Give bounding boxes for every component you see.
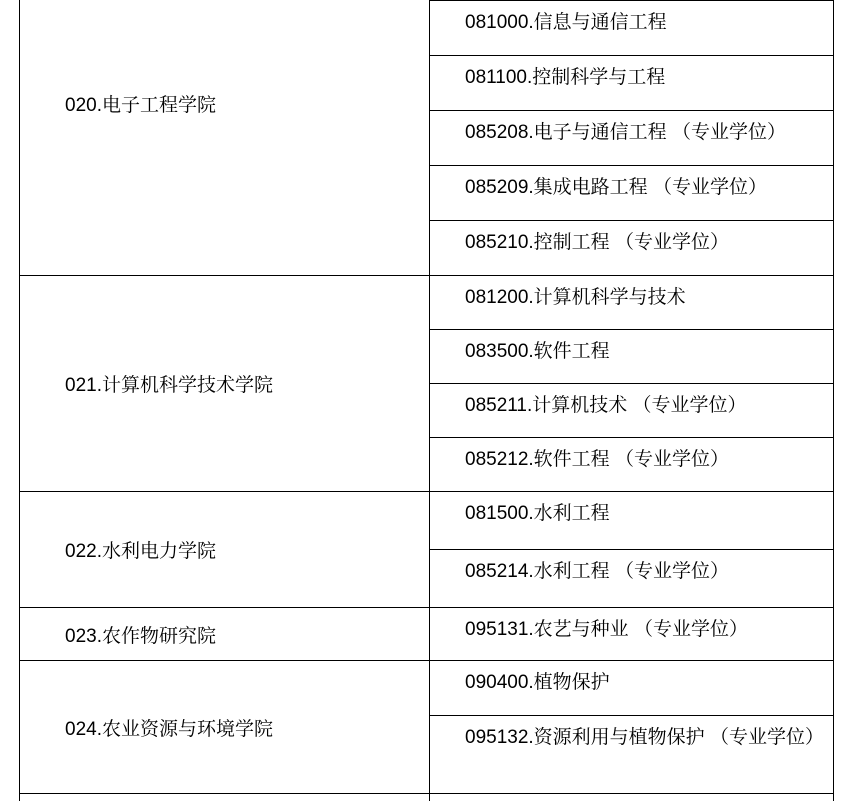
partial-row-bottom [20, 794, 833, 801]
program-name: 085212.软件工程 （专业学位） [465, 449, 729, 470]
program-cell [430, 56, 833, 111]
program-cell [430, 384, 833, 438]
college-cell [20, 608, 430, 660]
program-name: 085214.水利工程 （专业学位） [465, 561, 729, 582]
college-group-022 [20, 492, 833, 608]
program-name: 085211.计算机技术 （专业学位） [465, 395, 747, 416]
college-name: 024.农业资源与环境学院 [65, 718, 273, 740]
program-name: 083500.软件工程 [465, 341, 610, 362]
program-list [430, 661, 833, 793]
program-name: 085210.控制工程 （专业学位） [465, 232, 729, 253]
college-cell [20, 661, 430, 793]
college-program-table [19, 0, 834, 801]
college-group-023 [20, 608, 833, 661]
college-name: 021.计算机科学技术学院 [65, 375, 273, 396]
program-cell [430, 794, 833, 801]
program-name: 095132.资源利用与植物保护 （专业学位） [465, 727, 824, 748]
college-group-020 [20, 0, 833, 276]
college-cell [20, 276, 430, 491]
program-name: 081100.控制科学与工程 [465, 67, 666, 88]
college-cell [20, 794, 430, 801]
program-cell [430, 492, 833, 550]
program-list [430, 0, 833, 275]
program-name: 081200.计算机科学与技术 [465, 287, 686, 308]
college-name: 020.电子工程学院 [65, 94, 216, 116]
program-name: 085208.电子与通信工程 （专业学位） [465, 122, 786, 143]
program-cell [430, 330, 833, 384]
program-cell [430, 438, 833, 491]
college-cell [20, 0, 430, 275]
program-cell [430, 716, 833, 793]
program-cell [430, 661, 833, 716]
program-list [430, 492, 833, 607]
program-cell [430, 1, 833, 56]
program-list [430, 794, 833, 801]
program-list [430, 608, 833, 660]
program-cell [430, 111, 833, 166]
college-group-021 [20, 276, 833, 492]
program-name: 090400.植物保护 [465, 672, 610, 693]
program-list [430, 276, 833, 491]
program-cell [430, 550, 833, 607]
program-cell [430, 166, 833, 221]
college-name: 022.水利电力学院 [65, 541, 216, 562]
program-name: 085209.集成电路工程 （专业学位） [465, 177, 767, 198]
college-group-024 [20, 661, 833, 794]
college-name: 023.农作物研究院 [65, 625, 216, 647]
college-cell [20, 492, 430, 607]
program-cell [430, 608, 833, 660]
program-name: 081000.信息与通信工程 [465, 12, 667, 33]
program-cell [430, 276, 833, 330]
program-name: 095131.农艺与种业 （专业学位） [465, 619, 748, 640]
program-name: 081500.水利工程 [465, 503, 610, 524]
program-cell [430, 221, 833, 275]
